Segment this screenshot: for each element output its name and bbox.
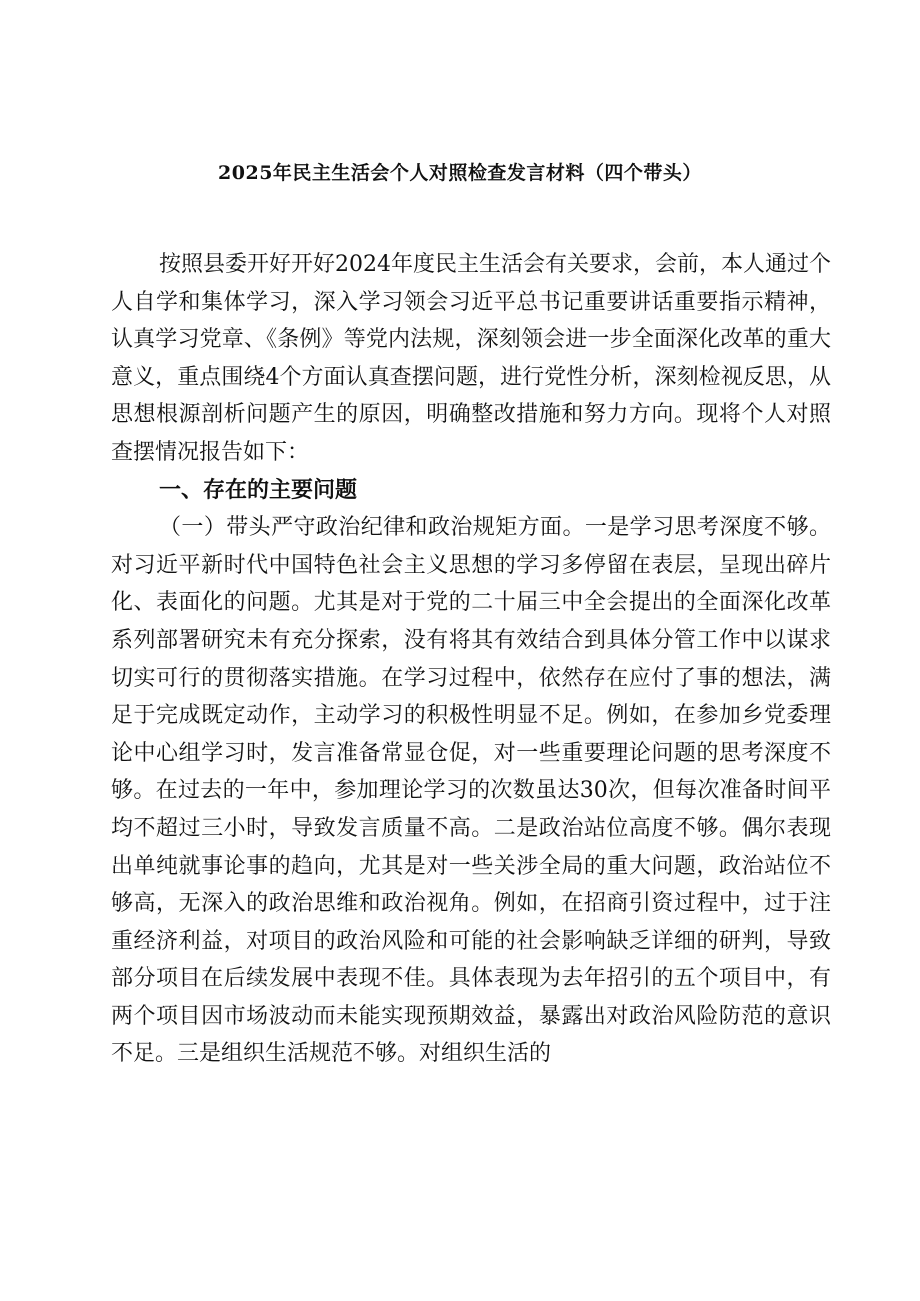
section-heading: 一、存在的主要问题 (159, 476, 358, 503)
document-title: 2025年民主生活会个人对照检查发言材料（四个带头） (218, 162, 702, 184)
problem-paragraph: （一）带头严守政治纪律和政治规矩方面。一是学习思考深度不够。对习近平新时代中国特色社会主义思想的学习多停留在表层，呈现出碎片化、表面化的问题。尤其是对于党的二十届三中全会提出的全面深化改革系列部署研究未有充分探索，没有将其有效结合到具体分管工作中以谋求切实可行的贯彻落实措施。在学习过程中，依然存在应付了事的想法，满足于完成既定动作，主动学习的积极性明显不足。例如，在参加乡党委理论中心组学习时，发言准备常显仓促，对一些重要理论问题的思考深度不够。在过去的一年中，参加理论学习的次数虽达30次，但每次准备时间平均不超过三小时，导致发言质量不高。二是政治站位高度不够。偶尔表现出单纯就事论事的趋向，尤其是对一些关涉全局的重大问题，政治站位不够高，无深入的政治思维和政治视角。例如，在招商引资过程中，过于注重经济利益，对项目的政治风险和可能的社会影响缺乏详细的研判，导致部分项目在后续发展中表现不佳。具体表现为去年招引的五个项目中，有两个项目因市场波动而未能实现预期效益，暴露出对政治风险防范的意识不足。三是组织生活规范不够。对组织生活的 (111, 515, 831, 1067)
document-body (111, 246, 831, 1073)
intro-paragraph: 按照县委开好开好2024年度民主生活会有关要求，会前，本人通过个人自学和集体学习，深入学习领会习近平总书记重要讲话重要指示精神，认真学习党章、《条例》等党内法规，深刻领会进一步全面深化改革的重大意义，重点围绕4个方面认真查摆问题，进行党性分析，深刻检视反思，从思想根源剖析问题产生的原因，明确整改措施和努力方向。现将个人对照查摆情况报告如下： (111, 252, 831, 465)
